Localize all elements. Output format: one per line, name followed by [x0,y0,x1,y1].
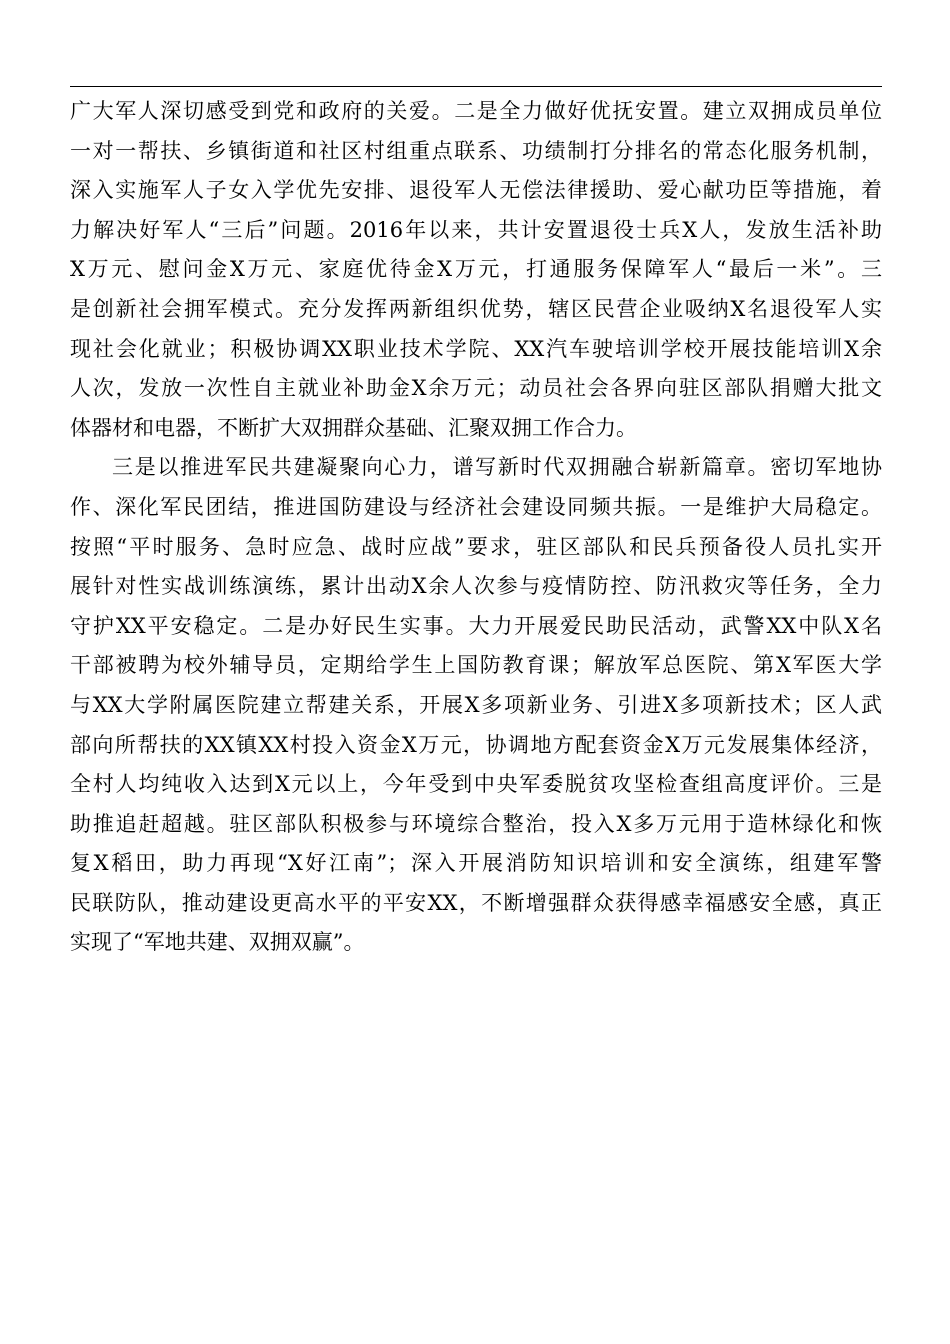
text-line: 力解决好军人“三后”问题。2016年以来，共计安置退役士兵X人，发放生活补助 [70,217,882,242]
text-line: 全村人均纯收入达到X元以上，今年受到中央军委脱贫攻坚检查组高度评价。三是 [70,772,882,797]
text-line: 干部被聘为校外辅导员，定期给学生上国防教育课；解放军总医院、第X军医大学 [70,653,882,678]
text-line: 是创新社会拥军模式。充分发挥两新组织优势，辖区民营企业吸纳X名退役军人实 [70,296,882,321]
header-rule [70,86,882,87]
text-line: 现社会化就业；积极协调XX职业技术学院、XX汽车驶培训学校开展技能培训X余 [70,336,882,361]
text-line: X万元、慰问金X万元、家庭优待金X万元，打通服务保障军人“最后一米”。三 [70,257,882,282]
text-line: 人次，发放一次性自主就业补助金X余万元；动员社会各界向驻区部队捐赠大批文 [70,376,882,401]
text-line: 按照“平时服务、急时应急、战时应战”要求，驻区部队和民兵预备役人员扎实开 [70,534,882,559]
paragraph [70,448,882,963]
text-line: 展针对性实战训练演练，累计出动X余人次参与疫情防控、防汛救灾等任务，全力 [70,574,882,599]
text-line: 广大军人深切感受到党和政府的关爱。二是全力做好优抚安置。建立双拥成员单位 [70,99,882,123]
text-line: 实现了“军地共建、双拥双赢”。 [70,930,365,955]
document-body [70,92,882,963]
paragraph [70,92,882,448]
text-line: 守护XX平安稳定。二是办好民生实事。大力开展爱民助民活动，武警XX中队X名 [70,613,882,638]
text-line: 作、深化军民团结，推进国防建设与经济社会建设同频共振。一是维护大局稳定。 [70,494,882,519]
text-line: 助推追赶超越。驻区部队积极参与环境综合整治，投入X多万元用于造林绿化和恢 [70,811,882,836]
text-line: 复X稻田，助力再现“X好江南”；深入开展消防知识培训和安全演练，组建军警 [70,851,882,876]
text-line: 三是以推进军民共建凝聚向心力，谱写新时代双拥融合崭新篇章。密切军地协 [112,455,882,480]
text-line: 部向所帮扶的XX镇XX村投入资金X万元，协调地方配套资金X万元发展集体经济， [70,732,882,757]
text-line: 体器材和电器，不断扩大双拥群众基础、汇聚双拥工作合力。 [70,415,637,440]
text-line: 一对一帮扶、乡镇街道和社区村组重点联系、功绩制打分排名的常态化服务机制， [70,138,882,163]
text-line: 深入实施军人子女入学优先安排、退役军人无偿法律援助、爱心献功臣等措施，着 [70,178,882,203]
text-line: 民联防队，推动建设更高水平的平安XX，不断增强群众获得感幸福感安全感，真正 [70,890,882,915]
text-line: 与XX大学附属医院建立帮建关系，开展X多项新业务、引进X多项新技术；区人武 [70,692,882,717]
